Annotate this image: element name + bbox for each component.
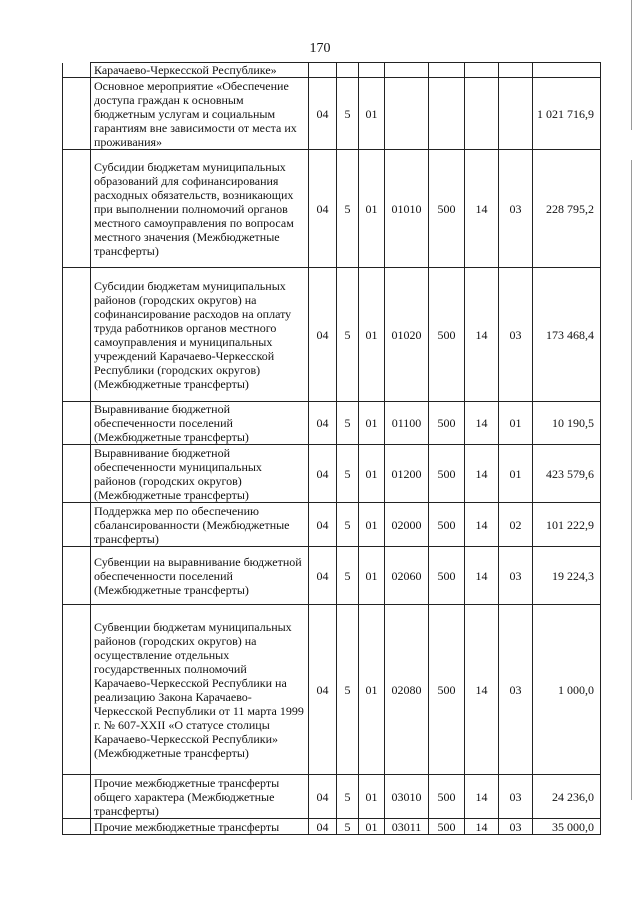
row-code-cell-c5: 500 bbox=[429, 605, 465, 775]
row-code-cell-c7: 03 bbox=[499, 547, 533, 605]
row-code-cell-c7: 03 bbox=[499, 775, 533, 819]
row-name-cell: Основное мероприятие «Обеспечение доступа граждан к основным бюджетным услугам и социальным гарантиям вне зависимости от места их проживания» bbox=[91, 78, 309, 150]
row-code-cell-c7: 01 bbox=[499, 402, 533, 445]
table-row bbox=[63, 78, 601, 150]
row-code-cell-c2: 5 bbox=[337, 503, 359, 547]
row-code-cell-c4: 01020 bbox=[385, 268, 429, 402]
row-code-cell-c4: 02080 bbox=[385, 605, 429, 775]
table-row bbox=[63, 63, 601, 78]
row-code-cell-c7: 02 bbox=[499, 503, 533, 547]
table-row bbox=[63, 268, 601, 402]
row-code-cell-c1: 04 bbox=[309, 402, 337, 445]
row-name-cell: Прочие межбюджетные трансферты bbox=[91, 819, 309, 835]
row-stub-cell bbox=[63, 445, 91, 503]
row-code-cell-c6: 14 bbox=[465, 402, 499, 445]
row-code-cell-c2: 5 bbox=[337, 819, 359, 835]
row-code-cell-c5 bbox=[429, 63, 465, 78]
row-code-cell-c3: 01 bbox=[359, 503, 385, 547]
table-body bbox=[63, 63, 601, 835]
row-code-cell-c1: 04 bbox=[309, 547, 337, 605]
row-code-cell-c6: 14 bbox=[465, 775, 499, 819]
row-code-cell-c7: 03 bbox=[499, 150, 533, 268]
row-name-cell: Субсидии бюджетам муниципальных районов (городских округов) на софинансирование расходов на оплату труда работников органов местного самоуправления и муниципальных учреждений Карачаево-Черкесской Республики (городских округов) (Межбюджетные трансферты) bbox=[91, 268, 309, 402]
row-code-cell-c6 bbox=[465, 78, 499, 150]
row-code-cell-c1: 04 bbox=[309, 775, 337, 819]
row-amount-cell: 1 000,0 bbox=[533, 605, 601, 775]
row-amount-cell: 24 236,0 bbox=[533, 775, 601, 819]
row-stub-cell bbox=[63, 268, 91, 402]
table-row bbox=[63, 775, 601, 819]
row-code-cell-c7: 01 bbox=[499, 445, 533, 503]
row-stub-cell bbox=[63, 605, 91, 775]
row-code-cell-c2: 5 bbox=[337, 150, 359, 268]
row-stub-cell bbox=[63, 547, 91, 605]
row-code-cell-c1 bbox=[309, 63, 337, 78]
row-name-cell: Субсидии бюджетам муниципальных образований для софинансирования расходных обязательств, возникающих при выполнении полномочий органов местного самоуправления по вопросам местного значения (Межбюджетные трансферты) bbox=[91, 150, 309, 268]
row-code-cell-c1: 04 bbox=[309, 150, 337, 268]
row-code-cell-c2: 5 bbox=[337, 775, 359, 819]
page-number: 170 bbox=[309, 41, 331, 56]
row-code-cell-c4: 03011 bbox=[385, 819, 429, 835]
row-code-cell-c7: 03 bbox=[499, 605, 533, 775]
scan-edge-line bbox=[631, 160, 632, 800]
row-code-cell-c7 bbox=[499, 78, 533, 150]
row-code-cell-c4 bbox=[385, 63, 429, 78]
table-row bbox=[63, 402, 601, 445]
row-stub-cell bbox=[63, 503, 91, 547]
table-row bbox=[63, 547, 601, 605]
row-name-cell: Прочие межбюджетные трансферты общего характера (Межбюджетные трансферты) bbox=[91, 775, 309, 819]
row-code-cell-c2: 5 bbox=[337, 445, 359, 503]
row-amount-cell: 35 000,0 bbox=[533, 819, 601, 835]
row-code-cell-c1: 04 bbox=[309, 78, 337, 150]
row-amount-cell: 423 579,6 bbox=[533, 445, 601, 503]
row-amount-cell: 10 190,5 bbox=[533, 402, 601, 445]
table-row bbox=[63, 150, 601, 268]
row-code-cell-c4: 01100 bbox=[385, 402, 429, 445]
row-stub-cell bbox=[63, 150, 91, 268]
row-code-cell-c2: 5 bbox=[337, 78, 359, 150]
row-code-cell-c3: 01 bbox=[359, 150, 385, 268]
row-code-cell-c2 bbox=[337, 63, 359, 78]
row-amount-cell bbox=[533, 63, 601, 78]
row-code-cell-c3: 01 bbox=[359, 78, 385, 150]
row-code-cell-c5: 500 bbox=[429, 150, 465, 268]
row-code-cell-c5: 500 bbox=[429, 445, 465, 503]
row-amount-cell: 101 222,9 bbox=[533, 503, 601, 547]
row-code-cell-c6: 14 bbox=[465, 445, 499, 503]
row-code-cell-c5: 500 bbox=[429, 775, 465, 819]
row-name-cell: Поддержка мер по обеспечению сбалансированности (Межбюджетные трансферты) bbox=[91, 503, 309, 547]
row-amount-cell: 228 795,2 bbox=[533, 150, 601, 268]
row-code-cell-c6: 14 bbox=[465, 268, 499, 402]
row-code-cell-c7 bbox=[499, 63, 533, 78]
row-code-cell-c3 bbox=[359, 63, 385, 78]
row-name-cell: Выравнивание бюджетной обеспеченности муниципальных районов (городских округов) (Межбюджетные трансферты) bbox=[91, 445, 309, 503]
row-amount-cell: 173 468,4 bbox=[533, 268, 601, 402]
row-code-cell-c3: 01 bbox=[359, 402, 385, 445]
row-code-cell-c3: 01 bbox=[359, 268, 385, 402]
row-code-cell-c4: 02000 bbox=[385, 503, 429, 547]
row-code-cell-c4: 03010 bbox=[385, 775, 429, 819]
row-code-cell-c5: 500 bbox=[429, 402, 465, 445]
table-row bbox=[63, 503, 601, 547]
row-code-cell-c5: 500 bbox=[429, 503, 465, 547]
row-code-cell-c5: 500 bbox=[429, 547, 465, 605]
row-amount-cell: 1 021 716,9 bbox=[533, 78, 601, 150]
row-code-cell-c4: 02060 bbox=[385, 547, 429, 605]
row-code-cell-c1: 04 bbox=[309, 268, 337, 402]
row-code-cell-c5: 500 bbox=[429, 268, 465, 402]
row-code-cell-c2: 5 bbox=[337, 268, 359, 402]
row-code-cell-c5: 500 bbox=[429, 819, 465, 835]
row-code-cell-c2: 5 bbox=[337, 547, 359, 605]
row-code-cell-c3: 01 bbox=[359, 445, 385, 503]
row-code-cell-c4: 01010 bbox=[385, 150, 429, 268]
row-stub-cell bbox=[63, 63, 91, 78]
row-code-cell-c4 bbox=[385, 78, 429, 150]
row-stub-cell bbox=[63, 775, 91, 819]
row-code-cell-c7: 03 bbox=[499, 819, 533, 835]
row-code-cell-c1: 04 bbox=[309, 445, 337, 503]
row-code-cell-c2: 5 bbox=[337, 605, 359, 775]
row-code-cell-c3: 01 bbox=[359, 819, 385, 835]
row-code-cell-c3: 01 bbox=[359, 605, 385, 775]
row-name-cell: Субвенции на выравнивание бюджетной обеспеченности поселений (Межбюджетные трансферты) bbox=[91, 547, 309, 605]
scan-edge-line bbox=[631, 0, 632, 130]
row-name-cell: Карачаево-Черкесской Республике» bbox=[91, 63, 309, 78]
row-name-cell: Субвенции бюджетам муниципальных районов (городских округов) на осуществление отдельных государственных полномочий Карачаево-Черкесской Республики на реализацию Закона Карачаево-Черкесской Республики от 11 марта 1999 г. № 607-XXII «О статусе столицы Карачаево-Черкесской Республики» (Межбюджетные трансферты) bbox=[91, 605, 309, 775]
table-row bbox=[63, 605, 601, 775]
row-code-cell-c6: 14 bbox=[465, 150, 499, 268]
row-code-cell-c4: 01200 bbox=[385, 445, 429, 503]
row-code-cell-c5 bbox=[429, 78, 465, 150]
budget-table bbox=[62, 62, 601, 835]
row-code-cell-c6: 14 bbox=[465, 503, 499, 547]
row-code-cell-c3: 01 bbox=[359, 547, 385, 605]
row-code-cell-c1: 04 bbox=[309, 503, 337, 547]
row-code-cell-c7: 03 bbox=[499, 268, 533, 402]
row-stub-cell bbox=[63, 78, 91, 150]
row-code-cell-c6 bbox=[465, 63, 499, 78]
row-stub-cell bbox=[63, 402, 91, 445]
row-code-cell-c3: 01 bbox=[359, 775, 385, 819]
row-code-cell-c1: 04 bbox=[309, 605, 337, 775]
row-name-cell: Выравнивание бюджетной обеспеченности поселений (Межбюджетные трансферты) bbox=[91, 402, 309, 445]
row-code-cell-c6: 14 bbox=[465, 547, 499, 605]
row-code-cell-c6: 14 bbox=[465, 819, 499, 835]
row-stub-cell bbox=[63, 819, 91, 835]
row-code-cell-c2: 5 bbox=[337, 402, 359, 445]
table-row bbox=[63, 445, 601, 503]
row-code-cell-c6: 14 bbox=[465, 605, 499, 775]
row-code-cell-c1: 04 bbox=[309, 819, 337, 835]
table-row bbox=[63, 819, 601, 835]
row-amount-cell: 19 224,3 bbox=[533, 547, 601, 605]
